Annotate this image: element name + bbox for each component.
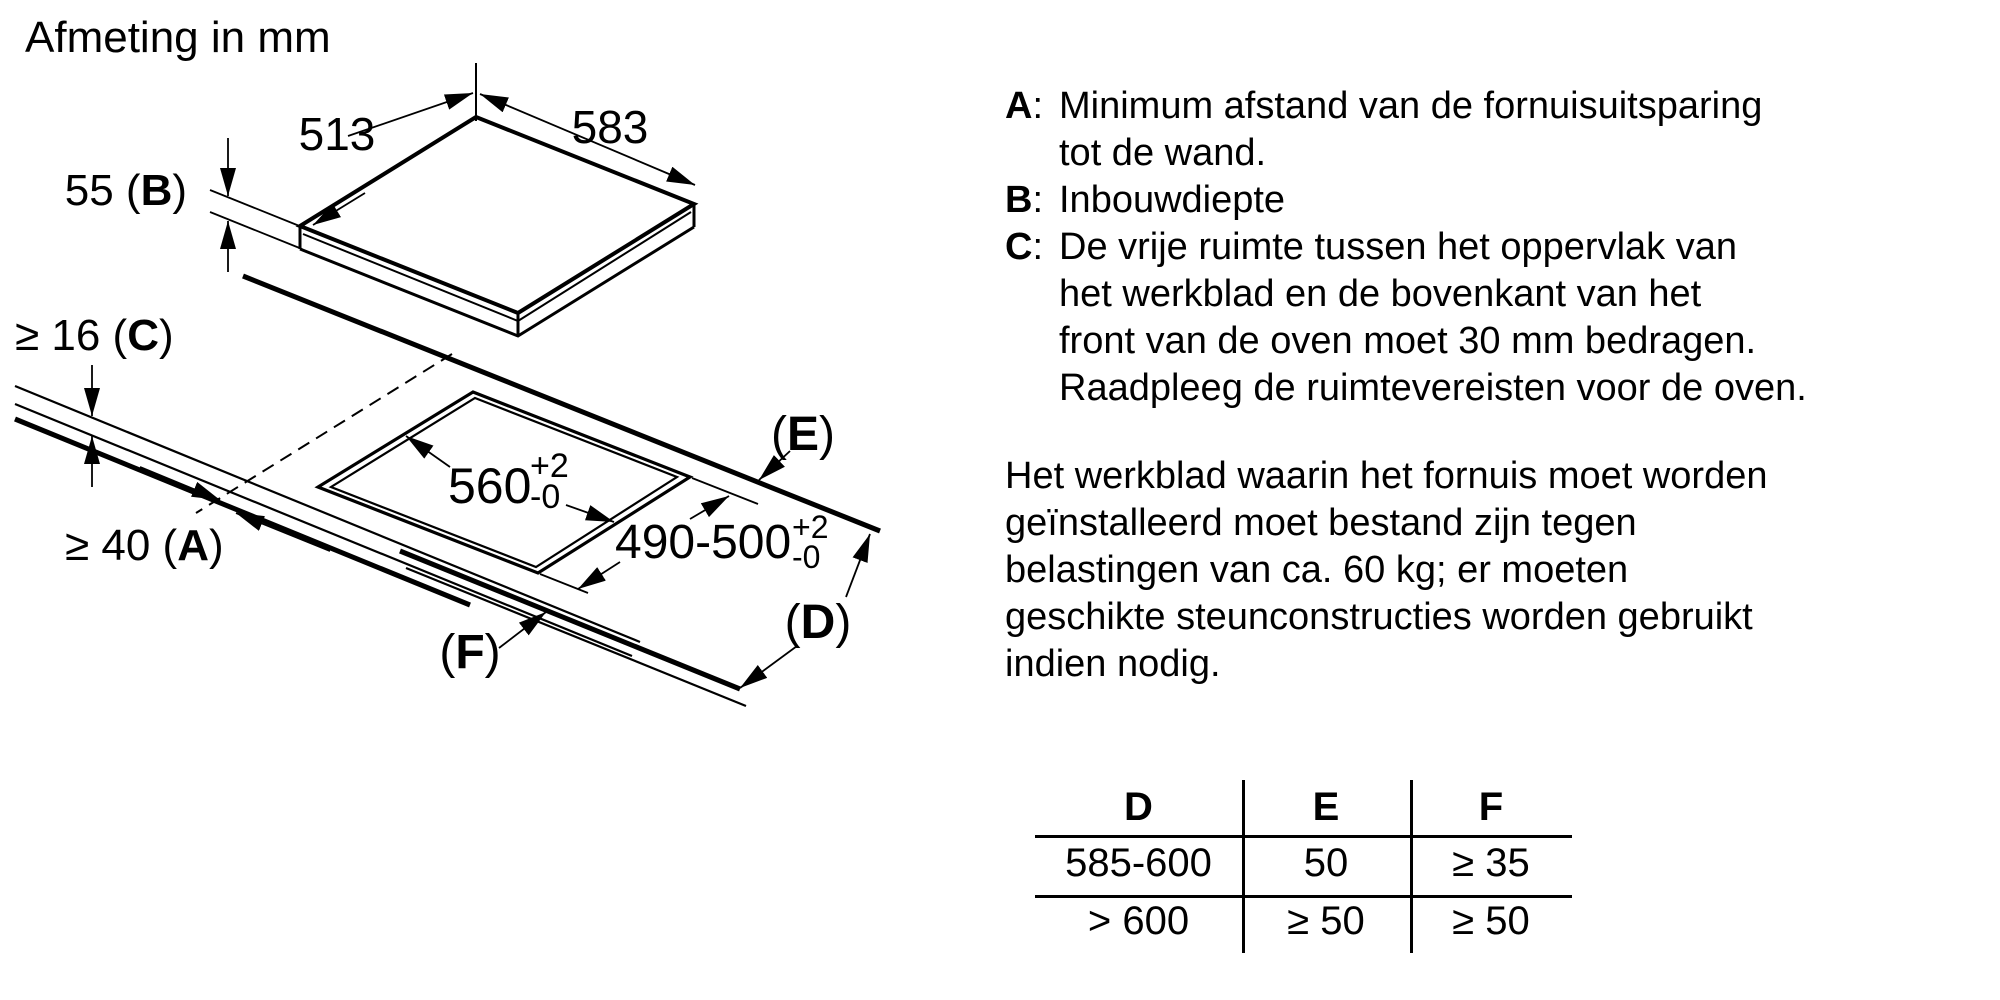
label-d-leader-up xyxy=(846,534,870,597)
dim-583-label: 583 xyxy=(571,101,649,153)
table-vertical-divider xyxy=(1242,780,1245,953)
legend-line: tot de wand. xyxy=(1059,132,1267,174)
table-row xyxy=(1035,892,1572,950)
note-line: Het werkblad waarin het fornuis moet worden xyxy=(1005,455,1768,497)
dim-a-arrow-right xyxy=(236,513,330,551)
legend-line: het werkblad en de bovenkant van het xyxy=(1059,273,1702,315)
label-f: (F) xyxy=(439,626,501,679)
table-cell: > 600 xyxy=(1087,898,1190,943)
note-line: geschikte steunconstructies worden gebruikt xyxy=(1005,596,1753,638)
dim-a-label: ≥ 40 (A) xyxy=(65,521,224,570)
legend-line: front van de oven moet 30 mm bedragen. xyxy=(1059,320,1757,362)
note-line: belastingen van ca. 60 kg; er moeten xyxy=(1005,549,1629,591)
table-header-cell: D xyxy=(1124,785,1153,829)
installation-diagram xyxy=(0,0,960,760)
label-d-leader-down xyxy=(740,646,797,688)
legend-line: C: De vrije ruimte tussen het oppervlak van xyxy=(1005,226,1737,268)
legend xyxy=(1005,83,1807,412)
table-cell: ≥ 50 xyxy=(1452,898,1530,943)
table-header-cell: E xyxy=(1312,785,1340,829)
legend-line: B: Inbouwdiepte xyxy=(1005,179,1286,221)
dim-b-label: 55 (B) xyxy=(64,166,187,215)
label-f-leader xyxy=(499,612,546,648)
note-line: geïnstalleerd moet bestand zijn tegen xyxy=(1005,502,1637,544)
label-d: (D) xyxy=(784,596,852,649)
dimensions-table xyxy=(1035,780,1572,953)
legend-line: Raadpleeg de ruimtevereisten voor de oven. xyxy=(1059,367,1807,409)
dim-c-label: ≥ 16 (C) xyxy=(15,311,174,360)
table-header-row xyxy=(1035,780,1572,835)
cutout-right-extension-line xyxy=(692,478,758,504)
dim-513-label: 513 xyxy=(298,108,376,160)
dim-560-label: 560 xyxy=(448,458,532,514)
table-cell: 50 xyxy=(1303,841,1349,885)
table-vertical-divider xyxy=(1410,780,1413,953)
dim-560-sub: -0 xyxy=(530,478,561,516)
page-title: Afmeting in mm xyxy=(25,13,331,62)
dim-490-label: 490-500 xyxy=(615,516,792,569)
installation-note xyxy=(1005,453,1768,688)
table-cell: ≥ 35 xyxy=(1452,841,1530,885)
table-horizontal-rule xyxy=(1035,835,1572,838)
table-cell: 585-600 xyxy=(1065,841,1212,885)
table-cell: ≥ 50 xyxy=(1287,898,1365,943)
dim-490-arrow-downleft xyxy=(578,562,620,589)
depth-extension-upper xyxy=(210,190,302,227)
table-horizontal-rule xyxy=(1035,895,1572,898)
cutout-bottom-extension-line xyxy=(540,574,588,593)
note-line: indien nodig. xyxy=(1005,643,1221,685)
table-header-cell: F xyxy=(1478,785,1504,829)
dim-490-sup: +2 xyxy=(792,509,829,545)
legend-line: A: Minimum afstand van de fornuisuitsparing xyxy=(1005,85,1763,127)
dim-490-sub: -0 xyxy=(792,539,821,575)
dim-560-sup: +2 xyxy=(530,447,569,485)
table-row xyxy=(1035,835,1572,892)
depth-extension-lower xyxy=(210,212,302,249)
label-e: (E) xyxy=(771,408,835,461)
